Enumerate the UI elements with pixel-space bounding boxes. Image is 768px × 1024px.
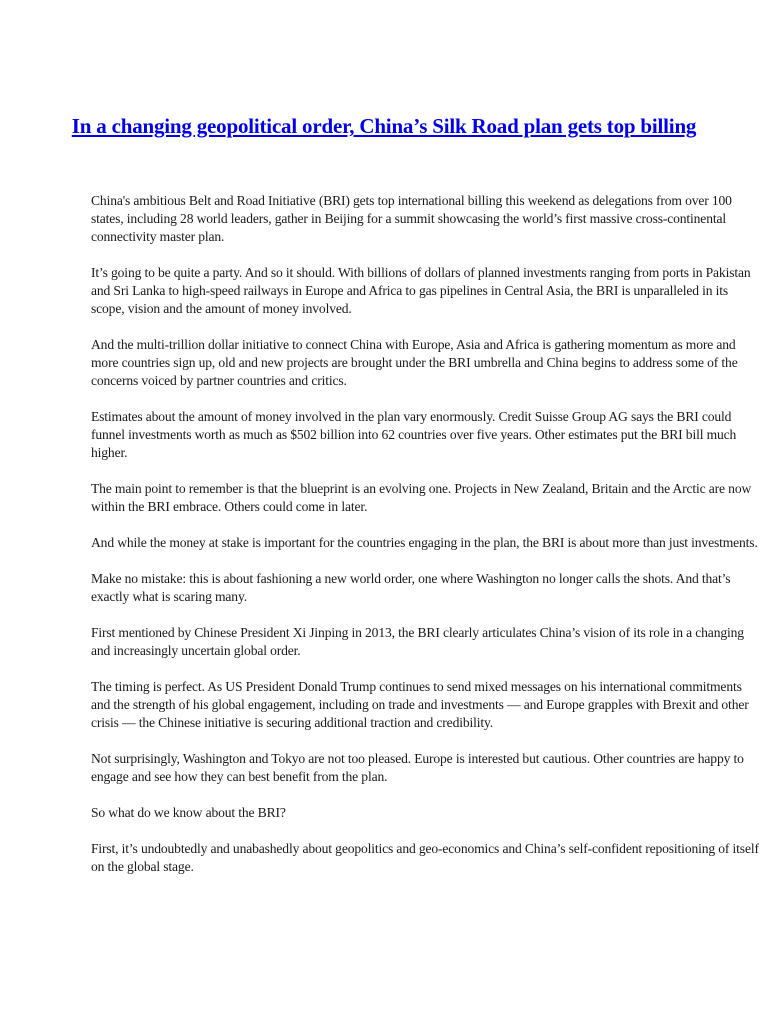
- article-paragraph-9: The timing is perfect. As US President Donald Trump continues to send mixed messages on his international commitments and the strength of his global engagement, including on trade and investments — and Europe grapples with Brexit and other crisis — the Chinese initiative is securing additional traction and credibility.: [91, 679, 749, 730]
- article-paragraph-10: Not surprisingly, Washington and Tokyo are not too pleased. Europe is interested but cautious. Other countries are happy to engage and see how they can best benefit from the plan.: [91, 751, 744, 784]
- article-paragraph-3: And the multi-trillion dollar initiative to connect China with Europe, Asia and Africa is gathering momentum as more and more countries sign up, old and new projects are brought under the BRI umbrella and China begins to address some of the concerns voiced by partner countries and critics.: [91, 337, 738, 388]
- article-paragraph-5: The main point to remember is that the blueprint is an evolving one. Projects in New Zealand, Britain and the Arctic are now within the BRI embrace. Others could come in later.: [91, 481, 752, 514]
- article-paragraph-12: First, it’s undoubtedly and unabashedly about geopolitics and geo-economics and China’s self-confident repositioning of itself on the global stage.: [91, 841, 759, 874]
- article-paragraph-4: Estimates about the amount of money involved in the plan vary enormously. Credit Suisse Group AG says the BRI could funnel investments worth as much as $502 billion into 62 countries over five years. Other estimates put the BRI bill much higher.: [91, 409, 737, 460]
- article-paragraph-7: Make no mistake: this is about fashioning a new world order, one where Washington no longer calls the shots. And that’s exactly what is scaring many.: [91, 571, 731, 604]
- article-paragraph-2: It’s going to be quite a party. And so it should. With billions of dollars of planned investments ranging from ports in Pakistan and Sri Lanka to high-speed railways in Europe and Africa to gas pipelines in Central Asia, the BRI is unparalleled in its scope, vision and the amount of money involved.: [91, 265, 751, 316]
- article-paragraph-1: China's ambitious Belt and Road Initiative (BRI) gets top international billing this weekend as delegations from over 100 states, including 28 world leaders, gather in Beijing for a summit showcasing the world’s first massive cross-continental connectivity master plan.: [91, 193, 732, 244]
- article-headline: [0, 112, 768, 140]
- article-paragraph-6: And while the money at stake is important for the countries engaging in the plan, the BRI is about more than just investments.: [91, 535, 758, 550]
- article-paragraph-8: First mentioned by Chinese President Xi Jinping in 2013, the BRI clearly articulates China’s vision of its role in a changing and increasingly uncertain global order.: [91, 625, 744, 658]
- article-body: [91, 192, 759, 894]
- article-paragraph-11: So what do we know about the BRI?: [91, 805, 286, 820]
- headline-link[interactable]: In a changing geopolitical order, China’s Silk Road plan gets top billing: [71, 114, 697, 138]
